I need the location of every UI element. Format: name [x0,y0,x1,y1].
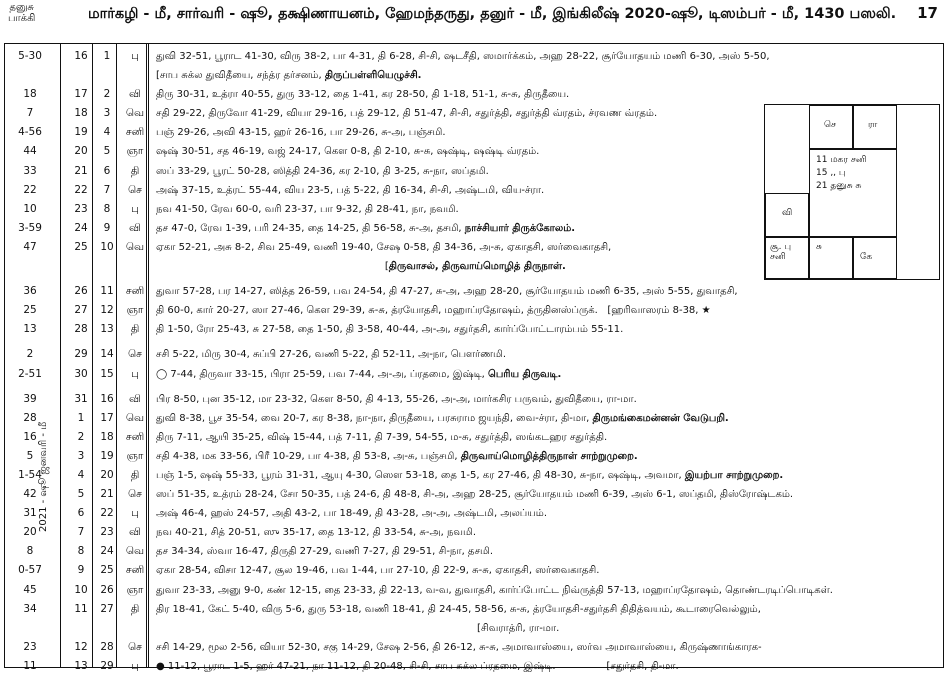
cell-c4: சனி [125,430,145,443]
row-text: [சாப சுக்ல துவிதீயை, சந்த்ர தர்சனம், [156,70,325,82]
table-row [4,485,944,504]
row-details [156,142,539,161]
chart-cell-bottom-b: சனி [770,252,786,262]
cell-c2: 29 [74,348,88,361]
table-row [4,600,944,619]
cell-c1: 39 [23,392,37,405]
cell-c2: 13 [74,659,88,672]
header-left-label [8,2,35,24]
cell-c1: 4-56 [18,126,42,139]
table-row [4,85,944,104]
cell-c3: 18 [100,430,114,443]
cell-c1: 42 [23,488,37,501]
cell-c3: 25 [100,564,114,577]
cell-c2: 24 [74,221,88,234]
cell-c2: 18 [74,107,88,120]
row-details [156,485,793,504]
row-highlight: இயற்பா சாற்றுமுறை. [684,469,784,481]
row-details [156,523,476,542]
row-text: அஷ் 37-15, உத்ரட் 55-44, விய 23-5, பத் 5-22, தி 16-34, சி-சி, அஷ்டமி, விய-ச்ரா. [156,184,545,196]
cell-c4: தி [130,468,140,481]
row-details [156,200,459,219]
cell-c1: 8 [26,545,34,558]
cell-c4: பு [131,50,139,62]
cell-c2: 20 [74,145,88,158]
cell-c3: 5 [103,145,111,158]
table-row [4,523,944,542]
cell-c4: வி [129,526,141,539]
chart-cell-ke: கே [853,237,897,279]
table-row [4,320,944,339]
chart-center-line3: 21 தனுசு சு [816,181,862,191]
row-details [156,85,569,104]
table-row [4,345,944,364]
cell-c4: செ [128,640,142,653]
cell-c3: 14 [100,348,114,361]
cell-c2: 31 [74,392,88,405]
cell-c1: 0-57 [18,564,42,577]
row-text: பஞ் 1-5, ஷஷ் 55-33, பூரம் 31-31, ஆயு 4-30, ஸௌ 53-18, தை 1-5, கர 27-46, தி 48-30, சு-நா, ஷஷ்டி, அவமா, [156,469,685,481]
header-left-line2: பாக்கி [8,13,36,24]
cell-c2: 8 [77,545,85,558]
cell-c3: 16 [100,392,114,405]
cell-c2: 28 [74,323,88,336]
row-text: நவ 40-21, சித் 20-51, ஸு 35-17, தை 13-12, தி 33-54, சு-அ, நவமி. [156,527,477,539]
cell-c3: 22 [100,507,114,520]
row-details [156,561,599,580]
cell-c2: 12 [74,640,88,653]
cell-c4: ஞா [126,304,144,317]
row-text: [சிவராத்ரி, ரா-மா. [156,622,560,634]
cell-c2: 6 [77,507,85,520]
chart-cell-vi: வி [765,193,809,237]
table-row [4,657,944,676]
cell-c2: 26 [74,285,88,298]
table-row [4,542,944,561]
cell-c4: பு [131,659,139,672]
row-details [156,123,446,142]
cell-c1: 28 [23,411,37,424]
row-text: தி 1-50, ரோ 25-43, சு 27-58, தை 1-50, தி 3-58, 40-44, அ-அ, சதுர்தசி, கார்ப்போட்டாரம்பம் 55-11. [156,324,624,336]
cell-c4: வெ [125,545,145,558]
row-text: பஞ் 29-26, அவி 43-15, ஹர் 26-16, பா 29-26, சு-அ, பஞ்சமி. [156,127,446,139]
chart-cell-se: செ [809,105,853,149]
cell-c1: 33 [23,164,37,177]
row-text: ஸப் 33-29, பூரட் 50-28, ஸித்தி 24-36, கர 2-10, தி 3-25, சு-நா, ஸப்தமி. [156,165,489,177]
chart-cell-ra: ரா [853,105,897,149]
cell-c3: 29 [100,659,114,672]
row-details [156,428,607,447]
table-row [4,282,944,301]
cell-c4: பு [131,507,139,520]
page-title: மார்கழி - மீ, சார்வரி - ஷூ, தக்ஷிணாயனம், ஹேமந்தருது, தனுர் - மீ, இங்கிலீஷ் 2020-ஷூ, டிஸம்பர் - மீ, 1430 பஸலி. [88,6,897,22]
cell-c2: 9 [77,564,85,577]
cell-c3: 9 [103,221,111,234]
row-details [156,504,547,523]
chart-center-line2: 15 ,, பு [816,168,846,178]
cell-c4: வி [129,88,141,101]
row-details [156,447,638,466]
chart-cell-bottom [765,237,809,279]
cell-c3: 20 [100,468,114,481]
row-details [156,466,783,485]
cell-c3: 4 [103,126,111,139]
row-text: சதி 29-22, திருவோ 41-29, வியா 29-16, பத் 29-12, தி 51-47, சி-சி, சதுர்த்தி, சதுர்த்தி வ்ரதம், ச்ரவண வ்ரதம். [156,108,658,120]
cell-c1: 36 [23,285,37,298]
row-details [156,657,679,676]
table-row [4,638,944,657]
row-text: ஸப் 51-35, உத்ரம் 28-24, சோ 50-35, பத் 24-6, தி 48-8, சி-அ, அஹ 28-25, சூர்யோதயம் மணி 6-39, அஸ் 6-1, ஸப்தமி, திஸ்ரோஷ்டகம். [156,489,794,501]
row-highlight: திருப்பள்ளியெழுச்சி. [324,70,422,82]
cell-c2: 27 [74,304,88,317]
cell-c4: சனி [125,126,145,139]
row-details [156,47,770,66]
cell-c1: 5 [26,449,34,462]
row-text: திரு 7-11, ஆயி 35-25, விஷ் 15-44, பத் 7-11, தி 7-39, 54-55, ம-சு, சதுர்த்தி, ஸங்கடஹர சதுர்த்தி. [156,431,608,443]
table-row [4,409,944,428]
cell-c3: 27 [100,602,114,615]
cell-c3: 3 [103,107,111,120]
table-row [4,365,944,384]
cell-c1: 31 [23,507,37,520]
row-text: துவா 23-33, அனு 9-0, கண் 12-15, தை 23-33, தி 22-13, வ-வ, துவாதசி, கார்ப்போட்ட நிவ்ருத்தி 57-13, மஹாப்ரதோஷம், தொண்டரடிப்பொடிகள். [156,584,833,596]
row-highlight: நாச்சியார் திருக்கோலம். [464,222,576,234]
cell-c4: வி [129,221,141,234]
row-details [156,581,833,600]
cell-c1: 13 [23,323,37,336]
cell-c3: 24 [100,545,114,558]
cell-c3: 7 [103,183,111,196]
row-details [156,238,611,257]
cell-c3: 26 [100,583,114,596]
cell-c1: 18 [23,88,37,101]
cell-c4: வெ [125,411,145,424]
cell-c2: 30 [74,367,88,380]
row-text: தச 47-0, ரேவ 1-39, பரி 24-35, தை 14-25, தி 56-58, சு-அ, தசமி, [156,222,465,234]
cell-c2: 19 [74,126,88,139]
row-text: துவி 32-51, பூராட 41-30, விரு 38-2, பா 4-31, தி 6-28, சி-சி, ஷடசீதி, ஸமார்க்கம், அஹ 28-22, சூர்யோதயம் மணி 6-30, அஸ் 5-50, [156,51,770,62]
chart-cell-su: சு [809,237,853,279]
table-row [4,561,944,580]
row-details [156,409,729,428]
row-text: [ [156,261,389,273]
cell-c3: 13 [100,323,114,336]
row-text: சதி 4-38, மக 33-56, பிரீ 10-29, பா 4-38, தி 53-8, அ-சு, பஞ்சமி, [156,450,461,462]
cell-c4: வி [129,392,141,405]
row-details [156,320,623,339]
vertical-month-label: 2021 - ஷூ ஜனவரி - மீ [38,421,49,532]
cell-c3: 19 [100,449,114,462]
row-details [156,600,761,619]
cell-c3: 15 [100,367,114,380]
table-row [4,581,944,600]
chart-center [809,149,897,237]
row-details [156,104,657,123]
cell-c1: 34 [23,602,37,615]
cell-c2: 7 [77,526,85,539]
cell-c4: பு [131,202,139,215]
cell-c4: ஞா [126,449,144,462]
cell-c1: 5-30 [18,50,42,62]
row-details [156,345,506,364]
row-text: துவா 57-28, பர 14-27, ஸித்த 26-59, பவ 24-54, தி 47-27, சு-அ, அஹ 28-20, சூர்யோதயம் மணி 6-35, அஸ் 5-55, துவாதசி, [156,286,738,298]
cell-c2: 21 [74,164,88,177]
cell-c3: 2 [103,88,111,101]
horoscope-chart [764,104,940,280]
cell-c3: 12 [100,304,114,317]
cell-c4: தி [130,323,140,336]
cell-c1: 10 [23,202,37,215]
row-highlight: திருமங்கைமன்னன் வேடுபறி. [592,412,729,424]
cell-c1: 16 [23,430,37,443]
cell-c1: 45 [23,583,37,596]
cell-c1: 2 [26,348,34,361]
row-text: பிர 8-50, புன 35-12, மா 23-32, கௌ 8-50, தி 4-13, 55-26, அ-அ, மார்கசிர பருவம், துவிதீயை, ரா-மா. [156,393,637,405]
cell-c3: 1 [103,50,111,62]
table-row [4,466,944,485]
row-details [156,66,421,85]
table-row [4,66,944,85]
cell-c3: 6 [103,164,111,177]
row-highlight: திருவாய்மொழித்திருநாள் சாற்றுமுறை. [460,450,638,462]
row-details [156,162,489,181]
cell-c1: 20 [23,526,37,539]
row-text: சசி 5-22, மிரு 30-4, சுப்பி 27-26, வணி 5-22, தி 52-11, அ-நா, பௌர்ணமி. [156,349,507,361]
cell-c3: 21 [100,488,114,501]
cell-c1: 1-54 [18,468,42,481]
cell-c2: 10 [74,583,88,596]
cell-c2: 17 [74,88,88,101]
row-text: துவி 8-38, பூச 35-54, வை 20-7, கர 8-38, நா-நா, திருதீயை, பரசுராம ஜயந்தி, வை-ச்ரா, தி-மா, [156,412,593,424]
cell-c3: 23 [100,526,114,539]
cell-c3: 10 [100,240,114,253]
cell-c3: 28 [100,640,114,653]
row-text: திர 18-41, கேட் 5-40, விரு 5-6, துரு 53-18, வணி 18-41, தி 24-45, 58-56, சு-சு, த்ரயோதசி-சதுர்தசி திதித்வயம், கூடாரைவெல்லும், [156,603,761,615]
cell-c1: 7 [26,107,34,120]
cell-c1: 44 [23,145,37,158]
cell-c4: வெ [125,240,145,253]
table-row [4,504,944,523]
cell-c1: 22 [23,183,37,196]
cell-c2: 2 [77,430,85,443]
row-text: ஷஷ் 30-51, சத 46-19, வஜ் 24-17, கௌ 0-8, தி 2-10, சு-சு, ஷஷ்டி, ஷஷ்டி வ்ரதம். [156,146,540,158]
row-text: தி 60-0, கார் 20-27, ஸா 27-46, கௌ 29-39, சு-சு, த்ரயோதசி, மஹாப்ரதோஷம், த்ருதினஸ்ப்ருக். [ஹரிவாஸரம் 8-38, ★ [156,305,711,317]
page-number: 17 [917,4,938,22]
cell-c3: 11 [100,285,114,298]
cell-c4: செ [128,183,142,196]
cell-c2: 22 [74,183,88,196]
cell-c2: 4 [77,468,85,481]
row-text: ● 11-12, பூராட 1-5, ஹர் 47-21, நா 11-12, தி 20-48, சி-சி, சாப சுக்ல ப்ரதமை, இஷ்டி. [சதுர்தசி, தி-மா. [156,660,679,672]
row-text: ஏகா 28-54, விசா 12-47, சூல 19-46, பவ 1-44, பா 27-10, தி 22-9, சு-சு, ஏகாதசி, ஸர்வைகாதசி. [156,565,600,577]
row-highlight: பெரிய திருவடி. [488,368,562,380]
cell-c4: செ [128,348,142,361]
table-row [4,301,944,320]
chart-center-line1: 11 மகர சனி [816,155,867,165]
cell-c1: 23 [23,640,37,653]
header-left-line1: தனுசு [9,2,34,13]
row-details [156,301,711,320]
row-text: சசி 14-29, மூல 2-56, வியா 52-30, சகு 14-29, சேஷ 2-56, தி 26-12, சு-சு, அமாவாஸ்யை, ஸர்வ அமாவாஸ்யை, கிருஷ்ணாங்காரக- [156,641,762,653]
row-text: நவ 41-50, ரேவ 60-0, வரி 23-37, பா 9-32, தி 28-41, நா, நவமி. [156,203,459,215]
row-details [156,390,637,409]
table-row [4,390,944,409]
table-row [4,619,944,638]
row-text: திரு 30-31, உத்ரா 40-55, துரு 33-12, தை 1-41, கர 28-50, தி 1-18, 51-1, சு-சு, திருதீயை. [156,89,570,101]
cell-c2: 11 [74,602,88,615]
cell-c1: 11 [23,659,37,672]
cell-c4: தி [130,602,140,615]
cell-c4: தி [130,164,140,177]
cell-c3: 17 [100,411,114,424]
row-text: ஏகா 52-21, அசு 8-2, சிவ 25-49, வணி 19-40, சேஷ 0-58, தி 34-36, அ-சு, ஏகாதசி, ஸர்வைகாதசி, [156,241,612,253]
table-row [4,47,944,66]
cell-c2: 23 [74,202,88,215]
cell-c1: 2-51 [18,367,42,380]
cell-c4: ஞா [126,583,144,596]
cell-c4: பு [131,367,139,380]
cell-c4: ஞா [126,145,144,158]
cell-c4: வெ [125,107,145,120]
cell-c1: 3-59 [18,221,42,234]
cell-c2: 16 [74,50,88,62]
row-details [156,181,544,200]
table-row [4,428,944,447]
cell-c4: சனி [125,285,145,298]
cell-c1: 47 [23,240,37,253]
cell-c1: 25 [23,304,37,317]
cell-c2: 1 [77,411,85,424]
cell-c2: 3 [77,449,85,462]
cell-c2: 5 [77,488,85,501]
row-details [156,542,493,561]
row-details [156,219,575,238]
row-text: அஷ் 46-4, ஹஸ் 24-57, அதி 43-2, பா 18-49, தி 43-28, அ-அ, அஷ்டமி, அலப்யம். [156,508,548,520]
row-text: தச 34-34, ஸ்வா 16-47, திருதி 27-29, வணி 7-27, தி 29-51, சி-நா, தசமி. [156,546,493,558]
table-row [4,447,944,466]
row-details [156,365,561,384]
row-text: ◯ 7-44, திருவா 33-15, பிரா 25-59, பவ 7-44, அ-அ, ப்ரதமை, இஷ்டி, [156,368,489,380]
cell-c2: 25 [74,240,88,253]
chart-cell-bottom-a: சூ. பு [770,242,792,252]
row-highlight: திருவாசல், திருவாய்மொழித் திருநாள். [388,261,566,273]
row-details [156,257,566,276]
cell-c4: சனி [125,564,145,577]
row-details [156,282,738,301]
row-details [156,619,559,638]
row-details [156,638,762,657]
cell-c3: 8 [103,202,111,215]
cell-c4: செ [128,488,142,501]
